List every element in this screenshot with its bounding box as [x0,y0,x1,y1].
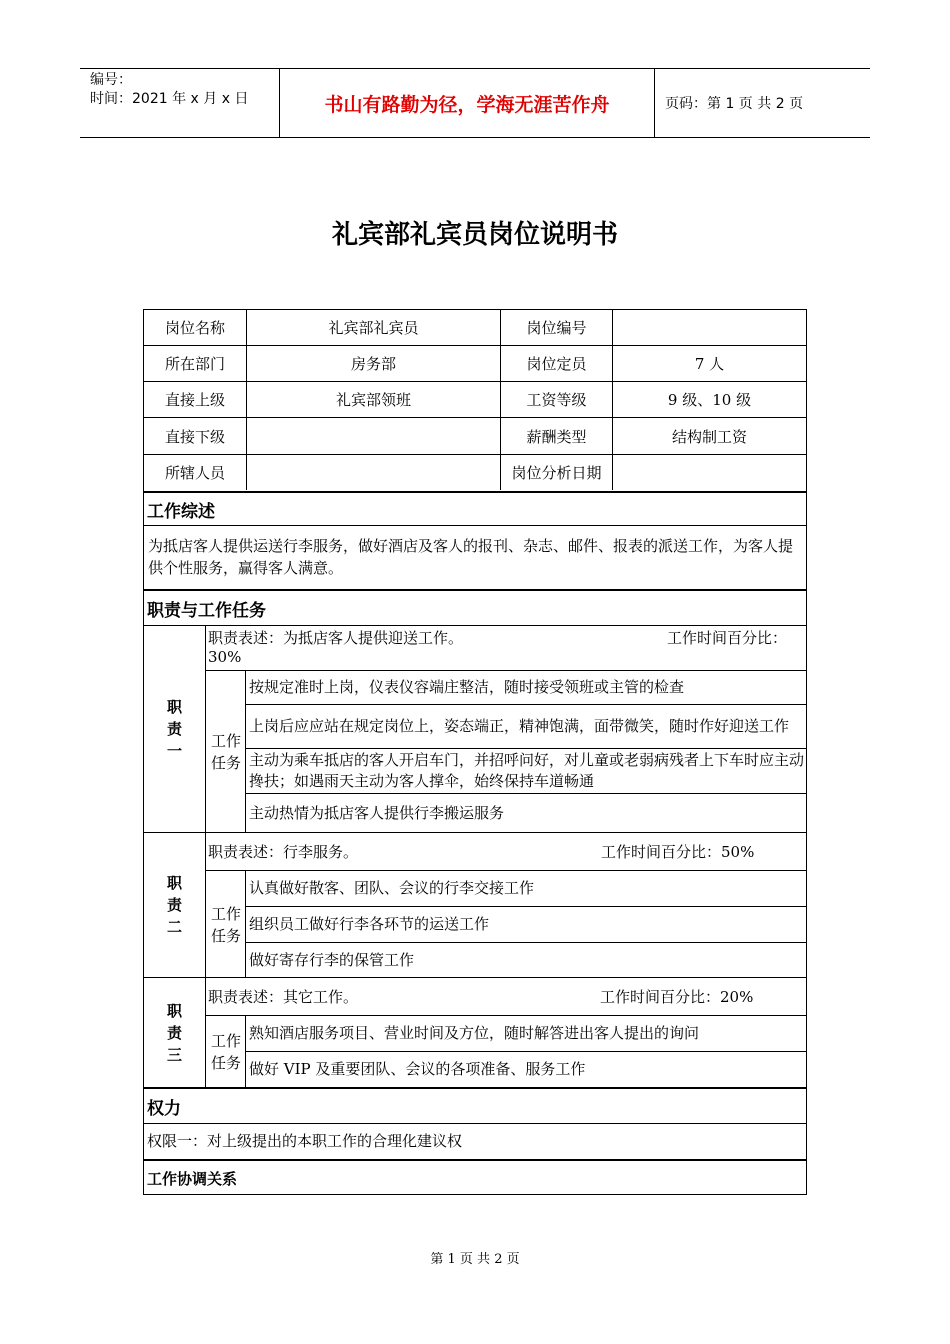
duty-1-statement-row [205,626,806,670]
duty-2-task-label-cell [205,870,245,977]
info-label: 所在部门 [164,355,225,373]
duties-heading: 职责与工作任务 [144,589,806,625]
duty-2-statement: 职责表述：行李服务。 [208,843,359,861]
authority-row [144,1123,806,1159]
info-value: 礼宾部领班 [246,382,500,417]
info-value: 7 人 [612,346,806,381]
info-label: 所辖人员 [164,464,225,482]
duty-2-label: 职 责 二 [166,874,182,936]
job-description-table [143,309,807,1195]
summary-heading: 工作综述 [144,491,806,525]
info-value [612,455,806,490]
duty-1-task-1: 按规定准时上岗，仪表仪容端庄整洁，随时接受领班或主管的检查 [245,670,806,704]
info-label: 直接下级 [164,427,225,446]
duty-2-task-1: 认真做好散客、团队、会议的行李交接工作 [245,870,806,906]
info-value [246,418,500,454]
duty-2 [144,832,806,977]
duty-3-task-label: 工作任务 [210,1032,241,1072]
info-value: 结构制工资 [612,418,806,454]
info-row-3 [144,381,806,417]
header-meta [80,69,280,137]
duty-2-task-3: 做好寄存行李的保管工作 [245,942,806,977]
info-row-1 [144,309,806,345]
duty-1-percent-label: 工作时间百分比： [667,629,788,647]
duty-1-task-label-cell [205,670,245,832]
info-row-2 [144,345,806,381]
time-label: 时间：2021 年 x 月 x 日 [90,91,249,107]
info-value: 9 级、10 级 [612,382,806,417]
duty-3 [144,977,806,1087]
info-label: 薪酬类型 [500,418,612,454]
duty-1 [144,625,806,832]
summary-text: 为抵店客人提供运送行李服务，做好酒店及客人的报刊、杂志、邮件、报表的派送工作，为客人提供个性服务，赢得客人满意。 [148,537,794,577]
duty-2-percent: 工作时间百分比：50% [601,843,755,861]
info-label: 岗位编号 [500,310,612,345]
duty-1-task-2: 上岗后应应站在规定岗位上，姿态端正，精神饱满，面带微笑，随时作好迎送工作 [245,704,806,748]
page-footer: 第 1 页 共 2 页 [430,1252,520,1267]
duty-3-task-label-cell [205,1015,245,1087]
duty-1-statement: 职责表述：为抵店客人提供迎送工作。 [208,629,464,647]
info-label: 岗位定员 [500,346,612,381]
info-value: 房务部 [246,346,500,381]
number-label: 编号： [90,72,132,88]
duty-2-task-2: 组织员工做好行李各环节的运送工作 [245,906,806,942]
page-info: 页码：第 1 页 共 2 页 [665,96,804,112]
duty-1-task-4: 主动热情为抵店客人提供行李搬运服务 [245,793,806,832]
duty-1-task-3: 主动为乘车抵店的客人开启车门，并招呼问好，对儿童或老弱病残者上下车时应主动搀扶；如遇雨天主动为客人撑伞，始终保持车道畅通 [245,748,806,793]
info-label: 工资等级 [500,382,612,417]
summary-row [144,525,806,589]
duty-3-percent: 工作时间百分比：20% [600,988,754,1006]
info-label: 直接上级 [164,391,225,409]
document-title: 礼宾部礼宾员岗位说明书 [331,220,618,250]
duty-1-label: 职 责 一 [166,698,182,760]
authority-heading: 权力 [144,1087,806,1123]
info-row-5 [144,454,806,490]
duty-2-task-label: 工作任务 [210,904,241,945]
duty-3-statement: 职责表述：其它工作。 [208,988,359,1006]
info-row-4 [144,417,806,454]
duty-1-percent-value: 30% [208,648,242,666]
duty-3-label: 职 责 三 [166,1001,182,1064]
info-value: 礼宾部礼宾员 [246,310,500,345]
info-label: 岗位名称 [164,319,225,337]
duty-1-task-label: 工作任务 [210,732,241,772]
coordination-heading: 工作协调关系 [144,1159,806,1195]
duty-3-task-1: 熟知酒店服务项目、营业时间及方位，随时解答进出客人提出的询问 [245,1015,806,1051]
duty-3-statement-row [205,978,806,1015]
header-motto: 书山有路勤为径，学海无涯苦作舟 [280,69,655,137]
info-value [246,455,500,490]
duty-2-statement-row [205,833,806,870]
info-label: 岗位分析日期 [500,455,612,490]
duty-3-task-2: 做好 VIP 及重要团队、会议的各项准备、服务工作 [245,1051,806,1087]
page-header [80,68,870,138]
authority-text: 权限一：对上级提出的本职工作的合理化建议权 [147,1132,463,1150]
info-value [612,310,806,345]
